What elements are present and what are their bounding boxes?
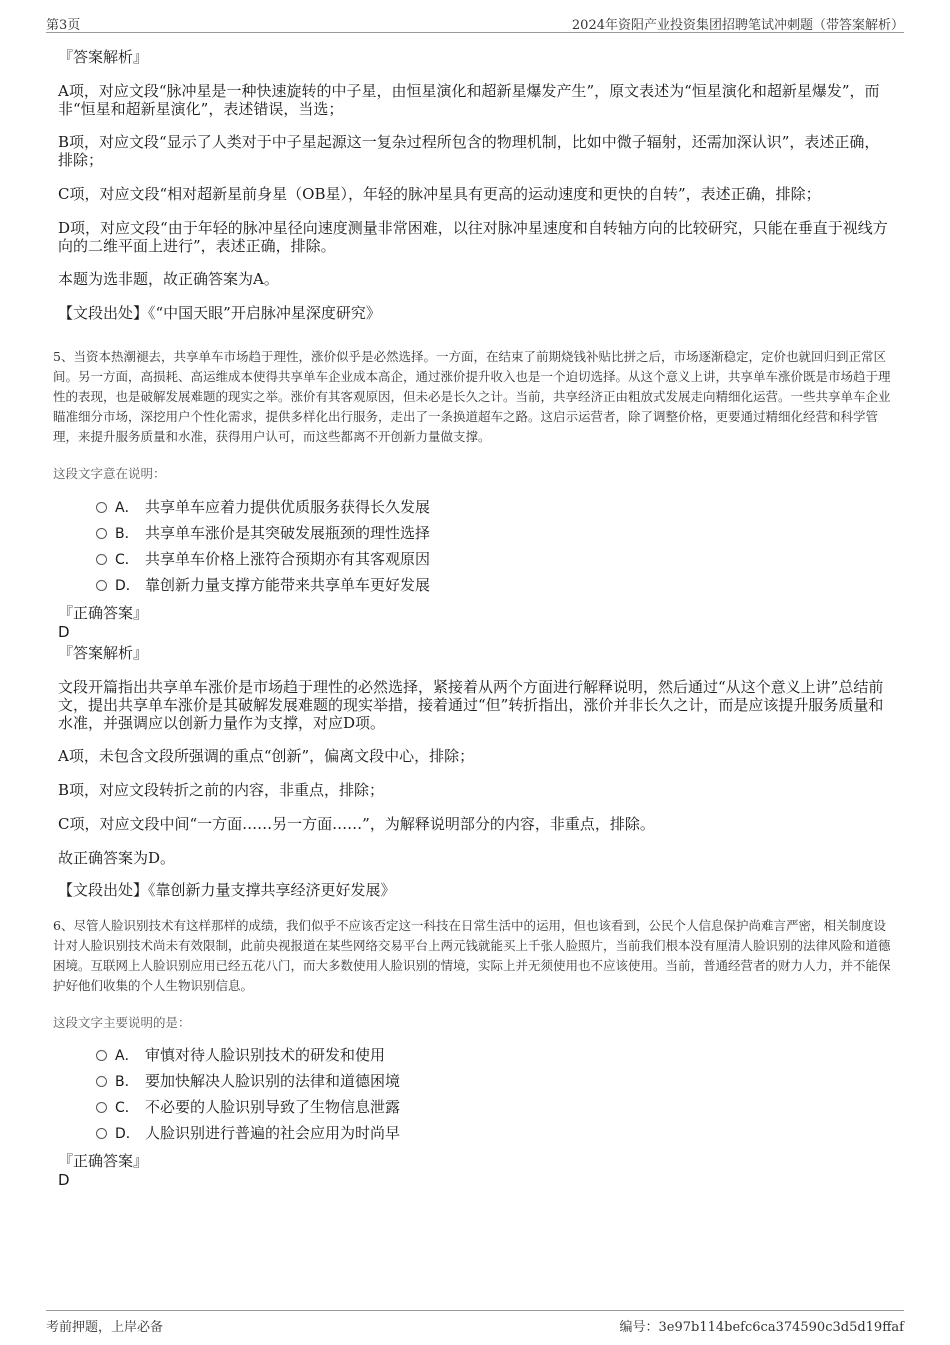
page-footer <box>46 1310 904 1337</box>
question-6-text: 6、尽管人脸识别技术有这样那样的成绩，我们似乎不应该否定这一科技在日常生活中的运用，但也该看到，公民个人信息保护尚难言严密，相关制度设计对人脸识别技术尚未有效限制，此前央视报道在某些网络交易平台上两元钱就能买上千张人脸照片，当前我们根本没有厘清人脸识别的法律风险和道德困境。互联网上人脸识别应用已经五花八门，而大多数使用人脸识别的情境，实际上并无须使用也不应该使用。当前，普通经营者的财力人力，并不能保护好他们收集的个人生物识别信息。 <box>53 918 891 993</box>
q5-answer: D <box>58 623 70 641</box>
q5-analysis-c: C项，对应文段中间“一方面……另一方面……”，为解释说明部分的内容，非重点，排除。 <box>58 815 655 833</box>
radio-icon[interactable] <box>96 502 107 513</box>
q6-option-b[interactable]: B． 要加快解决人脸识别的法律和道德困境 <box>96 1072 400 1091</box>
q5-analysis-a: A项，未包含文段所强调的重点“创新”，偏离文段中心，排除； <box>58 747 475 765</box>
question-6-prompt: 这段文字主要说明的是： <box>53 1015 191 1030</box>
page-header <box>46 12 904 33</box>
radio-icon[interactable] <box>96 1128 107 1139</box>
radio-icon[interactable] <box>96 1050 107 1061</box>
top-analysis-b: B项，对应文段“显示了人类对于中子星起源这一复杂过程所包含的物理机制，比如中微子辐射，还需加深认识”，表述正确，排除； <box>58 133 880 169</box>
q6-option-c[interactable]: C． 不必要的人脸识别导致了生物信息泄露 <box>96 1098 400 1117</box>
radio-icon[interactable] <box>96 1102 107 1113</box>
radio-icon[interactable] <box>96 528 107 539</box>
question-5-text: 5、当资本热潮褪去，共享单车市场趋于理性，涨价似乎是必然选择。一方面，在结束了前期烧钱补贴比拼之后，市场逐渐稳定，定价也就回归到正常区间。另一方面，高损耗、高运维成本使得共享单车企业成本高企，通过涨价提升收入也是一个迫切选择。从这个意义上讲，共享单车涨价既是市场趋于理性的表现，也是破解发展难题的现实之举。涨价有其客观原因，但未必是长久之计。当前，共享经济正由粗放式发展走向精细化运营。一些共享单车企业瞄准细分市场，深挖用户个性化需求，提供多样化出行服务，走出了一条换道超车之路。这启示运营者，除了调整价格，更要通过精细化经营和科学管理，来提升服务质量和水准，获得用户认可，而这些都离不开创新力量做支撑。 <box>53 349 891 444</box>
top-source: 【文段出处】《“中国天眼”开启脉冲星深度研究》 <box>58 304 381 322</box>
q6-option-a[interactable]: A． 审慎对待人脸识别技术的研发和使用 <box>96 1046 385 1065</box>
q5-answer-label: 『正确答案』 <box>58 604 149 622</box>
radio-icon[interactable] <box>96 1076 107 1087</box>
q6-option-d[interactable]: D． 人脸识别进行普遍的社会应用为时尚早 <box>96 1124 400 1143</box>
q5-option-c[interactable]: C． 共享单车价格上涨符合预期亦有其客观原因 <box>96 550 430 569</box>
top-analysis-d: D项，对应文段“由于年轻的脉冲星径向速度测量非常困难，以往对脉冲星速度和自转轴方向的比较研究，只能在垂直于视线方向的二维平面上进行”，表述正确，排除。 <box>58 219 888 255</box>
q6-answer-label: 『正确答案』 <box>58 1152 149 1170</box>
top-conclusion: 本题为选非题，故正确答案为A。 <box>58 270 279 288</box>
q5-option-d[interactable]: D． 靠创新力量支撑方能带来共享单车更好发展 <box>96 576 430 595</box>
q5-source: 【文段出处】《靠创新力量支撑共享经济更好发展》 <box>58 881 396 899</box>
q5-option-a[interactable]: A． 共享单车应着力提供优质服务获得长久发展 <box>96 498 430 517</box>
q5-conclusion: 故正确答案为D。 <box>58 849 176 867</box>
footer-slogan: 考前押题，上岸必备 <box>46 1320 164 1335</box>
q5-analysis-label: 『答案解析』 <box>58 644 149 662</box>
document-id: 编号：3e97b114befc6ca374590c3d5d19ffaf <box>619 1320 904 1335</box>
radio-icon[interactable] <box>96 554 107 565</box>
page-number: 第3页 <box>46 18 81 33</box>
q5-analysis-b: B项，对应文段转折之前的内容，非重点，排除； <box>58 781 385 799</box>
top-analysis-c: C项，对应文段“相对超新星前身星（OB星），年轻的脉冲星具有更高的运动速度和更快的自转”，表述正确，排除； <box>58 185 821 203</box>
q5-option-b[interactable]: B． 共享单车涨价是其突破发展瓶颈的理性选择 <box>96 524 430 543</box>
top-analysis-label: 『答案解析』 <box>58 48 149 66</box>
radio-icon[interactable] <box>96 580 107 591</box>
document-title: 2024年资阳产业投资集团招聘笔试冲刺题（带答案解析） <box>571 18 904 33</box>
top-analysis-a: A项，对应文段“脉冲星是一种快速旋转的中子星，由恒星演化和超新星爆发产生”，原文表述为“恒星演化和超新星爆发”，而非“恒星和超新星演化”，表述错误，当选； <box>58 82 880 118</box>
q6-answer: D <box>58 1171 70 1189</box>
question-5-prompt: 这段文字意在说明： <box>53 466 166 481</box>
q5-analysis: 文段开篇指出共享单车涨价是市场趋于理性的必然选择，紧接着从两个方面进行解释说明，然后通过“从这个意义上讲”总结前文，提出共享单车涨价是其破解发展难题的现实举措，接着通过“但”转折指出，涨价并非长久之计，而是应该提升服务质量和水准，并强调应以创新力量作为支撑，对应D项。 <box>58 678 884 732</box>
